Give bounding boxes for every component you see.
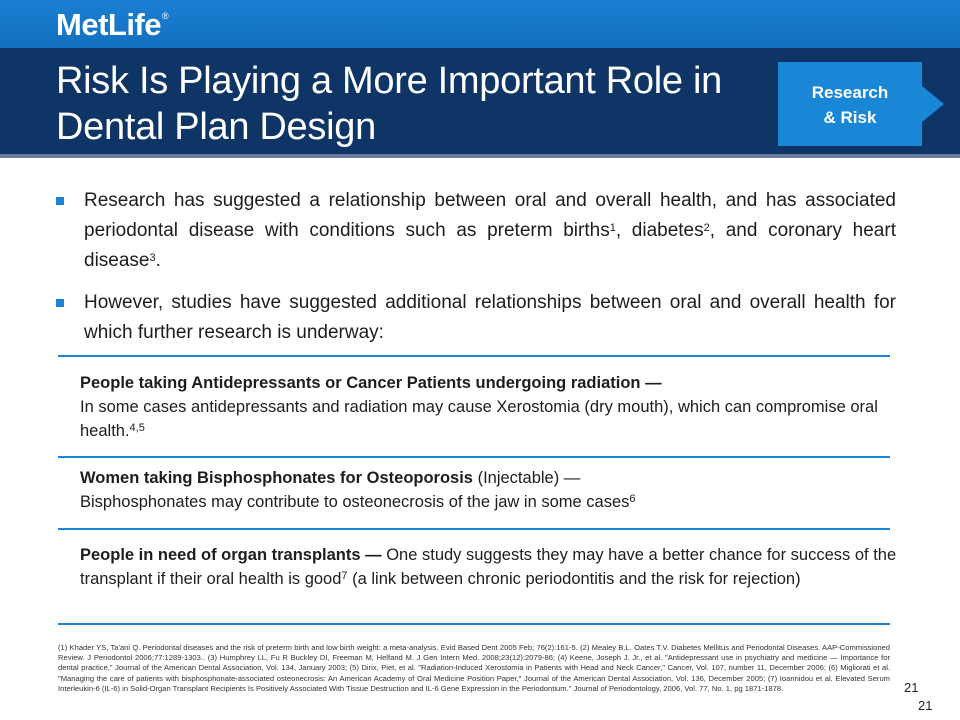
metlife-logo: MetLife®: [56, 7, 169, 42]
footnotes: (1) Khader YS, Ta'ani Q. Periodontal diseases and the risk of preterm birth and low birth weight: a meta-analysis. Evid Based Dent 2005 Feb; 76(2):161-5. (2) Mealey B.L. Oates T.V. Diabetes Mellitus and Periodontal Diseases. AAP-Commissioned Review. J Periodontol 2006;77:1289-1303.. (3) Humphrey LL, Fu R Buckley DI, Freeman M, Helfand M. J Gen Intern Med. 2008;23(12):2079-86; (4) Keene, Joseph J. Jr., et al. "Antidepressant use in psychiatry and medicine — Importance for dental practice," Journal of the American Dental Association, Vol. 134, January 2003; (5) Dirix, Piet, et al. "Radiation-Induced Xerostomia in Patients with Head and Neck Cancer," Cancer, Vol. 107, number 11, December 2006; (6) Migliorati et al. "Managing the care of patients with bisphosphonate-associated osteonecrosis: An American Academy of Oral Medicine Position Paper," Journal of the American Dental Association, Vol. 136, December 2005; (7) Ioannidou et al. Elevated Serum Interleukin-6 (IL-6) in Solid-Organ Transplant Recipients Is Positively Associated With Tissue Destruction and IL-6 Gene Expression in the Periodontium." Journal of Periodontology, 2006, Vol. 77, No. 1, pg 1871-1878.: [58, 643, 890, 693]
square-bullet-icon: [56, 299, 64, 307]
section-tag-line1: Research: [811, 83, 889, 102]
condition-box-bisphosphonates: Women taking Bisphosphonates for Osteoporosis (Injectable) — Bisphosphonates may contribute to osteonecrosis of the jaw in some cases$^6$: [80, 469, 636, 511]
slide-title-line1: Risk Is Playing a More Important Role in: [56, 60, 722, 102]
divider: [58, 456, 890, 458]
square-bullet-icon: [56, 197, 64, 205]
condition-box-antidepressants: People taking Antidepressants or Cancer Patients undergoing radiation — In some cases antidepressants and radiation may cause Xerostomia (dry mouth), which can compromise oral health.$^{4,5}$: [80, 374, 878, 440]
section-tag-arrow: [922, 86, 944, 122]
condition-heading: People in need of organ transplants —: [80, 546, 382, 564]
divider: [58, 528, 890, 530]
condition-heading: People taking Antidepressants or Cancer Patients undergoing radiation —: [80, 374, 662, 392]
bullet-item: Research has suggested a relationship between oral and overall health, and has associated periodontal disease with conditions such as preterm births$^1$, diabetes$^2$, and coronary heart disease$^3$.: [56, 186, 896, 276]
brand-bar: [0, 0, 960, 48]
bullet-list: [56, 186, 896, 360]
section-tag: [778, 62, 922, 146]
page-number-secondary: 21: [918, 698, 933, 713]
condition-heading: Women taking Bisphosphonates for Osteoporosis: [80, 469, 473, 487]
divider: [58, 623, 890, 625]
slide-title: [56, 58, 776, 150]
section-tag-line2: & Risk: [823, 108, 877, 127]
condition-box-transplants: People in need of organ transplants — One study suggests they may have a better chance for success of the transplant if their oral health is good$^7$ (a link between chronic periodontitis and the risk for rejection): [80, 546, 897, 588]
page-number: 21: [904, 680, 919, 695]
bullet-item: However, studies have suggested additional relationships between oral and overall health for which further research is underway:: [56, 288, 896, 348]
slide-title-line2: Dental Plan Design: [56, 106, 376, 148]
divider: [58, 355, 890, 357]
